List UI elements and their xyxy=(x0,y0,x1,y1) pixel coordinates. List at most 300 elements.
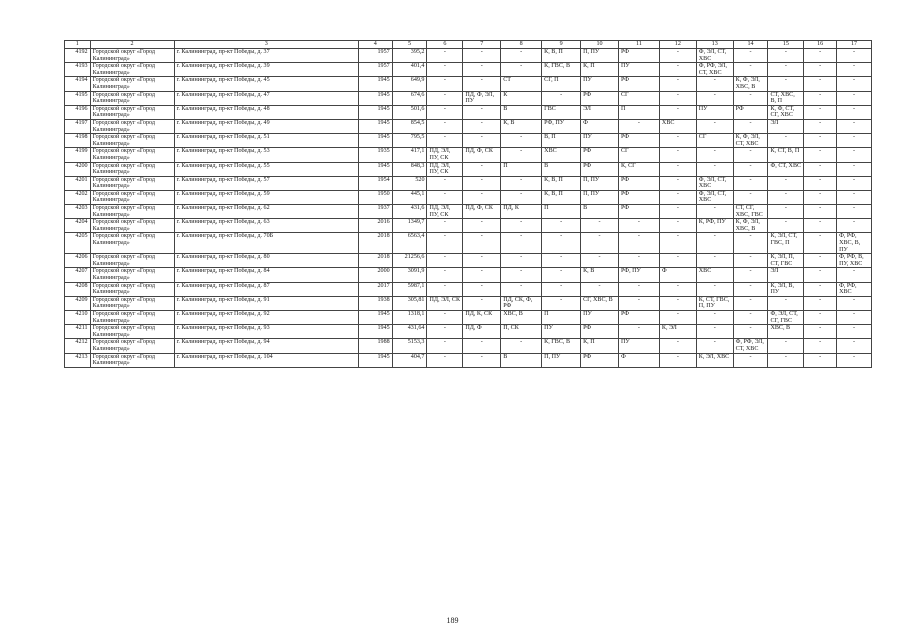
municipality-cell: Городской округ «Город Калининград» xyxy=(90,148,174,162)
col-16-cell: - xyxy=(804,282,837,296)
col-8-cell: ПД, К xyxy=(501,205,542,219)
address-cell: г. Калининград, пр-кт Победы, д. 49 xyxy=(174,119,358,133)
year-built-cell: 1957 xyxy=(358,49,392,63)
col-6-cell: - xyxy=(427,63,463,77)
col-15-cell: К, ЭЛ, В, ПУ xyxy=(768,282,804,296)
col-16-cell: - xyxy=(804,353,837,367)
column-header-2: 2 xyxy=(90,41,174,49)
col-17-cell: - xyxy=(837,148,872,162)
col-16-cell: - xyxy=(804,105,837,119)
col-14-cell: - xyxy=(733,49,768,63)
area-cell: 1349,7 xyxy=(392,219,427,233)
col-11-cell: РФ xyxy=(618,205,659,219)
col-16-cell: - xyxy=(804,325,837,339)
row-number-cell: 4209 xyxy=(65,296,91,310)
col-7-cell: ПД, Ф, ЭЛ, ПУ xyxy=(463,91,501,105)
col-6-cell: - xyxy=(427,233,463,254)
col-8-cell: - xyxy=(501,268,542,282)
year-built-cell: 1945 xyxy=(358,119,392,133)
year-built-cell: 2018 xyxy=(358,233,392,254)
col-11-cell: - xyxy=(618,254,659,268)
col-6-cell: ПД, ЭЛ, СК xyxy=(427,296,463,310)
col-17-cell: - xyxy=(837,134,872,148)
column-header-3: 3 xyxy=(174,41,358,49)
col-16-cell: - xyxy=(804,162,837,176)
table-row xyxy=(65,325,872,339)
area-cell: 848,3 xyxy=(392,162,427,176)
area-cell: 5153,3 xyxy=(392,339,427,353)
col-15-cell: К, Ф, СТ, СГ, ХВС xyxy=(768,105,804,119)
table-row xyxy=(65,339,872,353)
col-11-cell: РФ xyxy=(618,77,659,91)
municipality-cell: Городской округ «Город Калининград» xyxy=(90,49,174,63)
col-12-cell: - xyxy=(659,353,696,367)
col-13-cell: К, СТ, ГВС, П, ПУ xyxy=(696,296,733,310)
col-17-cell: - xyxy=(837,105,872,119)
year-built-cell: 1945 xyxy=(358,105,392,119)
col-13-cell: - xyxy=(696,91,733,105)
col-13-cell: - xyxy=(696,205,733,219)
col-10-cell: - xyxy=(581,233,619,254)
col-7-cell: - xyxy=(463,254,501,268)
col-15-cell: - xyxy=(768,353,804,367)
col-17-cell: - xyxy=(837,190,872,204)
col-9-cell: К, ГВС, В xyxy=(542,339,581,353)
municipality-cell: Городской округ «Город Калининград» xyxy=(90,162,174,176)
col-7-cell: - xyxy=(463,296,501,310)
table-row xyxy=(65,282,872,296)
address-cell: г. Калининград, пр-кт Победы, д. 63 xyxy=(174,219,358,233)
municipality-cell: Городской округ «Город Калининград» xyxy=(90,268,174,282)
col-11-cell: СГ xyxy=(618,91,659,105)
address-cell: г. Калининград, пр-кт Победы, д. 92 xyxy=(174,310,358,324)
col-11-cell: РФ xyxy=(618,134,659,148)
col-17-cell: - xyxy=(837,77,872,91)
col-13-cell: - xyxy=(696,148,733,162)
table-row xyxy=(65,296,872,310)
col-15-cell: ЭЛ xyxy=(768,268,804,282)
table-row xyxy=(65,353,872,367)
col-13-cell: - xyxy=(696,339,733,353)
area-cell: 417,1 xyxy=(392,148,427,162)
col-8-cell: П, СК xyxy=(501,325,542,339)
col-15-cell: - xyxy=(768,205,804,219)
col-17-cell: - xyxy=(837,219,872,233)
col-14-cell: РФ xyxy=(733,105,768,119)
col-17-cell: Ф, РФ, ХВС, В, ПУ xyxy=(837,233,872,254)
col-10-cell: РФ xyxy=(581,91,619,105)
col-10-cell: ЭЛ xyxy=(581,105,619,119)
col-6-cell: - xyxy=(427,119,463,133)
col-12-cell: - xyxy=(659,233,696,254)
col-7-cell: - xyxy=(463,49,501,63)
table-row xyxy=(65,119,872,133)
col-14-cell: Ф, РФ, ЭЛ, СТ, ХВС xyxy=(733,339,768,353)
address-cell: г. Калининград, пр-кт Победы, д. 93 xyxy=(174,325,358,339)
col-7-cell: ПД, Ф, СК xyxy=(463,148,501,162)
col-11-cell: ПУ xyxy=(618,63,659,77)
col-10-cell: К, В xyxy=(581,268,619,282)
area-cell: 795,5 xyxy=(392,134,427,148)
col-10-cell: - xyxy=(581,219,619,233)
address-cell: г. Калининград, пр-кт Победы, д. 91 xyxy=(174,296,358,310)
col-10-cell: К, П xyxy=(581,339,619,353)
col-6-cell: - xyxy=(427,49,463,63)
col-6-cell: - xyxy=(427,219,463,233)
col-6-cell: - xyxy=(427,339,463,353)
col-14-cell: - xyxy=(733,91,768,105)
col-6-cell: - xyxy=(427,91,463,105)
col-9-cell: РФ, ПУ xyxy=(542,119,581,133)
table-body xyxy=(65,49,872,368)
col-15-cell: - xyxy=(768,219,804,233)
col-6-cell: - xyxy=(427,190,463,204)
year-built-cell: 1938 xyxy=(358,296,392,310)
col-11-cell: П xyxy=(618,105,659,119)
municipality-cell: Городской округ «Город Калининград» xyxy=(90,339,174,353)
col-10-cell: РФ xyxy=(581,353,619,367)
year-built-cell: 1954 xyxy=(358,176,392,190)
col-15-cell: - xyxy=(768,49,804,63)
col-11-cell: - xyxy=(618,219,659,233)
year-built-cell: 1945 xyxy=(358,310,392,324)
col-13-cell: - xyxy=(696,282,733,296)
col-7-cell: - xyxy=(463,162,501,176)
col-12-cell: Ф xyxy=(659,268,696,282)
col-8-cell: ХВС, В xyxy=(501,310,542,324)
municipality-cell: Городской округ «Город Калининград» xyxy=(90,325,174,339)
col-13-cell: - xyxy=(696,77,733,91)
col-16-cell: - xyxy=(804,310,837,324)
address-cell: г. Калининград, пр-кт Победы, д. 39 xyxy=(174,63,358,77)
col-10-cell: Ф xyxy=(581,119,619,133)
col-17-cell: - xyxy=(837,268,872,282)
col-12-cell: - xyxy=(659,296,696,310)
col-13-cell: Ф, ЭЛ, СТ, ХВС xyxy=(696,176,733,190)
row-number-cell: 4195 xyxy=(65,91,91,105)
col-16-cell: - xyxy=(804,77,837,91)
address-cell: г. Калининград, пр-кт Победы, д. 87 xyxy=(174,282,358,296)
col-12-cell: - xyxy=(659,254,696,268)
col-14-cell: К, Ф, ЭЛ, СТ, ХВС xyxy=(733,134,768,148)
col-13-cell: Ф, РФ, ЭЛ, СТ, ХВС xyxy=(696,63,733,77)
col-10-cell: - xyxy=(581,282,619,296)
col-8-cell: - xyxy=(501,148,542,162)
col-7-cell: - xyxy=(463,339,501,353)
col-13-cell: Ф, ЭЛ, СТ, ХВС xyxy=(696,49,733,63)
col-8-cell: - xyxy=(501,254,542,268)
col-9-cell: К, В, П xyxy=(542,49,581,63)
col-6-cell: - xyxy=(427,325,463,339)
col-16-cell: - xyxy=(804,205,837,219)
col-11-cell: - xyxy=(618,282,659,296)
year-built-cell: 2018 xyxy=(358,254,392,268)
column-header-6: 6 xyxy=(427,41,463,49)
col-10-cell: В xyxy=(581,205,619,219)
col-16-cell: - xyxy=(804,219,837,233)
col-14-cell: - xyxy=(733,282,768,296)
address-cell: г. Калининград, пр-кт Победы, д. 55 xyxy=(174,162,358,176)
col-10-cell: К, П xyxy=(581,63,619,77)
col-6-cell: ПД, ЭЛ, ПУ, СК xyxy=(427,205,463,219)
row-number-cell: 4198 xyxy=(65,134,91,148)
col-12-cell: - xyxy=(659,105,696,119)
col-10-cell: РФ xyxy=(581,162,619,176)
table-header-row xyxy=(65,41,872,49)
table-row xyxy=(65,134,872,148)
col-7-cell: - xyxy=(463,233,501,254)
col-17-cell: - xyxy=(837,119,872,133)
year-built-cell: 2016 xyxy=(358,219,392,233)
municipality-cell: Городской округ «Город Калининград» xyxy=(90,134,174,148)
address-cell: г. Калининград, пр-кт Победы, д. 70Б xyxy=(174,233,358,254)
address-cell: г. Калининград, пр-кт Победы, д. 62 xyxy=(174,205,358,219)
year-built-cell: 1945 xyxy=(358,325,392,339)
column-header-15: 15 xyxy=(768,41,804,49)
col-8-cell: - xyxy=(501,339,542,353)
col-7-cell: - xyxy=(463,77,501,91)
col-14-cell: - xyxy=(733,162,768,176)
municipality-cell: Городской округ «Город Калининград» xyxy=(90,190,174,204)
col-10-cell: ПУ xyxy=(581,310,619,324)
row-number-cell: 4211 xyxy=(65,325,91,339)
col-10-cell: РФ xyxy=(581,148,619,162)
column-header-1: 1 xyxy=(65,41,91,49)
column-header-4: 4 xyxy=(358,41,392,49)
col-14-cell: - xyxy=(733,254,768,268)
col-16-cell: - xyxy=(804,63,837,77)
col-11-cell: - xyxy=(618,119,659,133)
col-8-cell: В xyxy=(501,353,542,367)
table-row xyxy=(65,105,872,119)
col-14-cell: - xyxy=(733,148,768,162)
col-12-cell: - xyxy=(659,134,696,148)
col-17-cell: - xyxy=(837,205,872,219)
area-cell: 1318,1 xyxy=(392,310,427,324)
col-6-cell: ПД, ЭЛ, ПУ, СК xyxy=(427,148,463,162)
col-13-cell: - xyxy=(696,162,733,176)
col-10-cell: П, ПУ xyxy=(581,190,619,204)
municipality-cell: Городской округ «Город Калининград» xyxy=(90,77,174,91)
col-9-cell: - xyxy=(542,233,581,254)
year-built-cell: 1945 xyxy=(358,162,392,176)
municipality-cell: Городской округ «Город Калининград» xyxy=(90,282,174,296)
col-9-cell: П, ПУ xyxy=(542,353,581,367)
municipality-cell: Городской округ «Город Калининград» xyxy=(90,63,174,77)
area-cell: 404,7 xyxy=(392,353,427,367)
col-14-cell: К, Ф, ЭЛ, ХВС, В xyxy=(733,77,768,91)
area-cell: 674,6 xyxy=(392,91,427,105)
col-15-cell: - xyxy=(768,339,804,353)
table-row xyxy=(65,254,872,268)
col-10-cell: СГ, ХВС, В xyxy=(581,296,619,310)
table-row xyxy=(65,162,872,176)
col-11-cell: СГ xyxy=(618,148,659,162)
table-row xyxy=(65,219,872,233)
year-built-cell: 1957 xyxy=(358,63,392,77)
col-8-cell: - xyxy=(501,63,542,77)
col-10-cell: РФ xyxy=(581,325,619,339)
year-built-cell: 1937 xyxy=(358,205,392,219)
col-11-cell: - xyxy=(618,233,659,254)
col-13-cell: Ф, ЭЛ, СТ, ХВС xyxy=(696,190,733,204)
col-16-cell: - xyxy=(804,176,837,190)
col-15-cell: ЭЛ xyxy=(768,119,804,133)
address-cell: г. Калининград, пр-кт Победы, д. 45 xyxy=(174,77,358,91)
col-8-cell: - xyxy=(501,219,542,233)
col-6-cell: - xyxy=(427,105,463,119)
col-13-cell: - xyxy=(696,325,733,339)
col-15-cell: - xyxy=(768,63,804,77)
col-17-cell: - xyxy=(837,339,872,353)
col-8-cell: К xyxy=(501,91,542,105)
row-number-cell: 4213 xyxy=(65,353,91,367)
col-13-cell: - xyxy=(696,254,733,268)
table-row xyxy=(65,233,872,254)
column-header-17: 17 xyxy=(837,41,872,49)
municipality-cell: Городской округ «Город Калининград» xyxy=(90,353,174,367)
col-11-cell: Ф xyxy=(618,353,659,367)
col-15-cell: Ф, ЭЛ, СТ, СГ, ГВС xyxy=(768,310,804,324)
col-11-cell: ПУ xyxy=(618,339,659,353)
table-row xyxy=(65,268,872,282)
col-9-cell: - xyxy=(542,296,581,310)
col-16-cell: - xyxy=(804,296,837,310)
municipality-cell: Городской округ «Город Калининград» xyxy=(90,205,174,219)
row-number-cell: 4205 xyxy=(65,233,91,254)
col-12-cell: - xyxy=(659,176,696,190)
col-9-cell: П xyxy=(542,310,581,324)
area-cell: 649,9 xyxy=(392,77,427,91)
row-number-cell: 4200 xyxy=(65,162,91,176)
col-9-cell: К, ГВС, В xyxy=(542,63,581,77)
area-cell: 6563,4 xyxy=(392,233,427,254)
row-number-cell: 4199 xyxy=(65,148,91,162)
area-cell: 501,6 xyxy=(392,105,427,119)
col-17-cell: - xyxy=(837,176,872,190)
municipality-cell: Городской округ «Город Калининград» xyxy=(90,176,174,190)
col-12-cell: - xyxy=(659,205,696,219)
col-7-cell: - xyxy=(463,190,501,204)
col-17-cell: - xyxy=(837,353,872,367)
col-13-cell: - xyxy=(696,119,733,133)
col-17-cell: Ф, РФ, В, ПУ, ХВС xyxy=(837,254,872,268)
col-14-cell: - xyxy=(733,233,768,254)
col-15-cell: К, ЭЛ, СТ, ГВС, П xyxy=(768,233,804,254)
table-row xyxy=(65,205,872,219)
address-cell: г. Калининград, пр-кт Победы, д. 59 xyxy=(174,190,358,204)
column-header-8: 8 xyxy=(501,41,542,49)
col-17-cell: - xyxy=(837,49,872,63)
col-9-cell: - xyxy=(542,282,581,296)
row-number-cell: 4207 xyxy=(65,268,91,282)
column-header-11: 11 xyxy=(618,41,659,49)
year-built-cell: 1988 xyxy=(358,339,392,353)
col-13-cell: ПУ xyxy=(696,105,733,119)
col-6-cell: - xyxy=(427,282,463,296)
col-16-cell: - xyxy=(804,233,837,254)
col-8-cell: - xyxy=(501,49,542,63)
col-6-cell: ПД, ЭЛ, ПУ, СК xyxy=(427,162,463,176)
col-8-cell: - xyxy=(501,134,542,148)
row-number-cell: 4203 xyxy=(65,205,91,219)
col-15-cell: К, ЭЛ, П, СТ, ГВС xyxy=(768,254,804,268)
address-cell: г. Калининград, пр-кт Победы, д. 47 xyxy=(174,91,358,105)
col-12-cell: - xyxy=(659,162,696,176)
col-9-cell: - xyxy=(542,91,581,105)
page-number: 189 xyxy=(446,616,459,625)
year-built-cell: 1945 xyxy=(358,134,392,148)
column-header-14: 14 xyxy=(733,41,768,49)
col-9-cell: П xyxy=(542,205,581,219)
col-12-cell: - xyxy=(659,91,696,105)
column-header-7: 7 xyxy=(463,41,501,49)
col-12-cell: ХВС xyxy=(659,119,696,133)
col-10-cell: П, ПУ xyxy=(581,49,619,63)
col-13-cell: - xyxy=(696,310,733,324)
row-number-cell: 4210 xyxy=(65,310,91,324)
col-8-cell: В xyxy=(501,105,542,119)
col-6-cell: - xyxy=(427,268,463,282)
col-17-cell: - xyxy=(837,162,872,176)
area-cell: 520 xyxy=(392,176,427,190)
col-7-cell: - xyxy=(463,219,501,233)
row-number-cell: 4208 xyxy=(65,282,91,296)
table-row xyxy=(65,49,872,63)
row-number-cell: 4193 xyxy=(65,63,91,77)
col-14-cell: - xyxy=(733,268,768,282)
col-13-cell: К, ЭЛ, ХВС xyxy=(696,353,733,367)
col-14-cell: - xyxy=(733,296,768,310)
year-built-cell: 2000 xyxy=(358,268,392,282)
municipality-cell: Городской округ «Город Калининград» xyxy=(90,233,174,254)
col-15-cell: К, СТ, В, П xyxy=(768,148,804,162)
municipality-cell: Городской округ «Город Калининград» xyxy=(90,296,174,310)
col-15-cell: - xyxy=(768,176,804,190)
col-7-cell: - xyxy=(463,353,501,367)
area-cell: 5987,1 xyxy=(392,282,427,296)
col-6-cell: - xyxy=(427,353,463,367)
col-8-cell: - xyxy=(501,282,542,296)
col-11-cell: - xyxy=(618,325,659,339)
col-12-cell: - xyxy=(659,77,696,91)
col-8-cell: К, В xyxy=(501,119,542,133)
col-17-cell: - xyxy=(837,310,872,324)
address-cell: г. Калининград, пр-кт Победы, д. 51 xyxy=(174,134,358,148)
col-8-cell: СТ xyxy=(501,77,542,91)
row-number-cell: 4206 xyxy=(65,254,91,268)
col-7-cell: ПД, К, СК xyxy=(463,310,501,324)
row-number-cell: 4201 xyxy=(65,176,91,190)
col-6-cell: - xyxy=(427,254,463,268)
col-16-cell: - xyxy=(804,268,837,282)
col-9-cell: СГ, П xyxy=(542,77,581,91)
col-15-cell: - xyxy=(768,296,804,310)
col-12-cell: - xyxy=(659,282,696,296)
col-6-cell: - xyxy=(427,176,463,190)
col-12-cell: - xyxy=(659,310,696,324)
area-cell: 445,1 xyxy=(392,190,427,204)
col-10-cell: ПУ xyxy=(581,134,619,148)
col-15-cell: СТ, ХВС, В, П xyxy=(768,91,804,105)
col-9-cell: ПУ xyxy=(542,325,581,339)
address-cell: г. Калининград, пр-кт Победы, д. 37 xyxy=(174,49,358,63)
col-9-cell: - xyxy=(542,268,581,282)
col-14-cell: - xyxy=(733,325,768,339)
col-14-cell: - xyxy=(733,63,768,77)
col-11-cell: РФ xyxy=(618,310,659,324)
col-16-cell: - xyxy=(804,148,837,162)
